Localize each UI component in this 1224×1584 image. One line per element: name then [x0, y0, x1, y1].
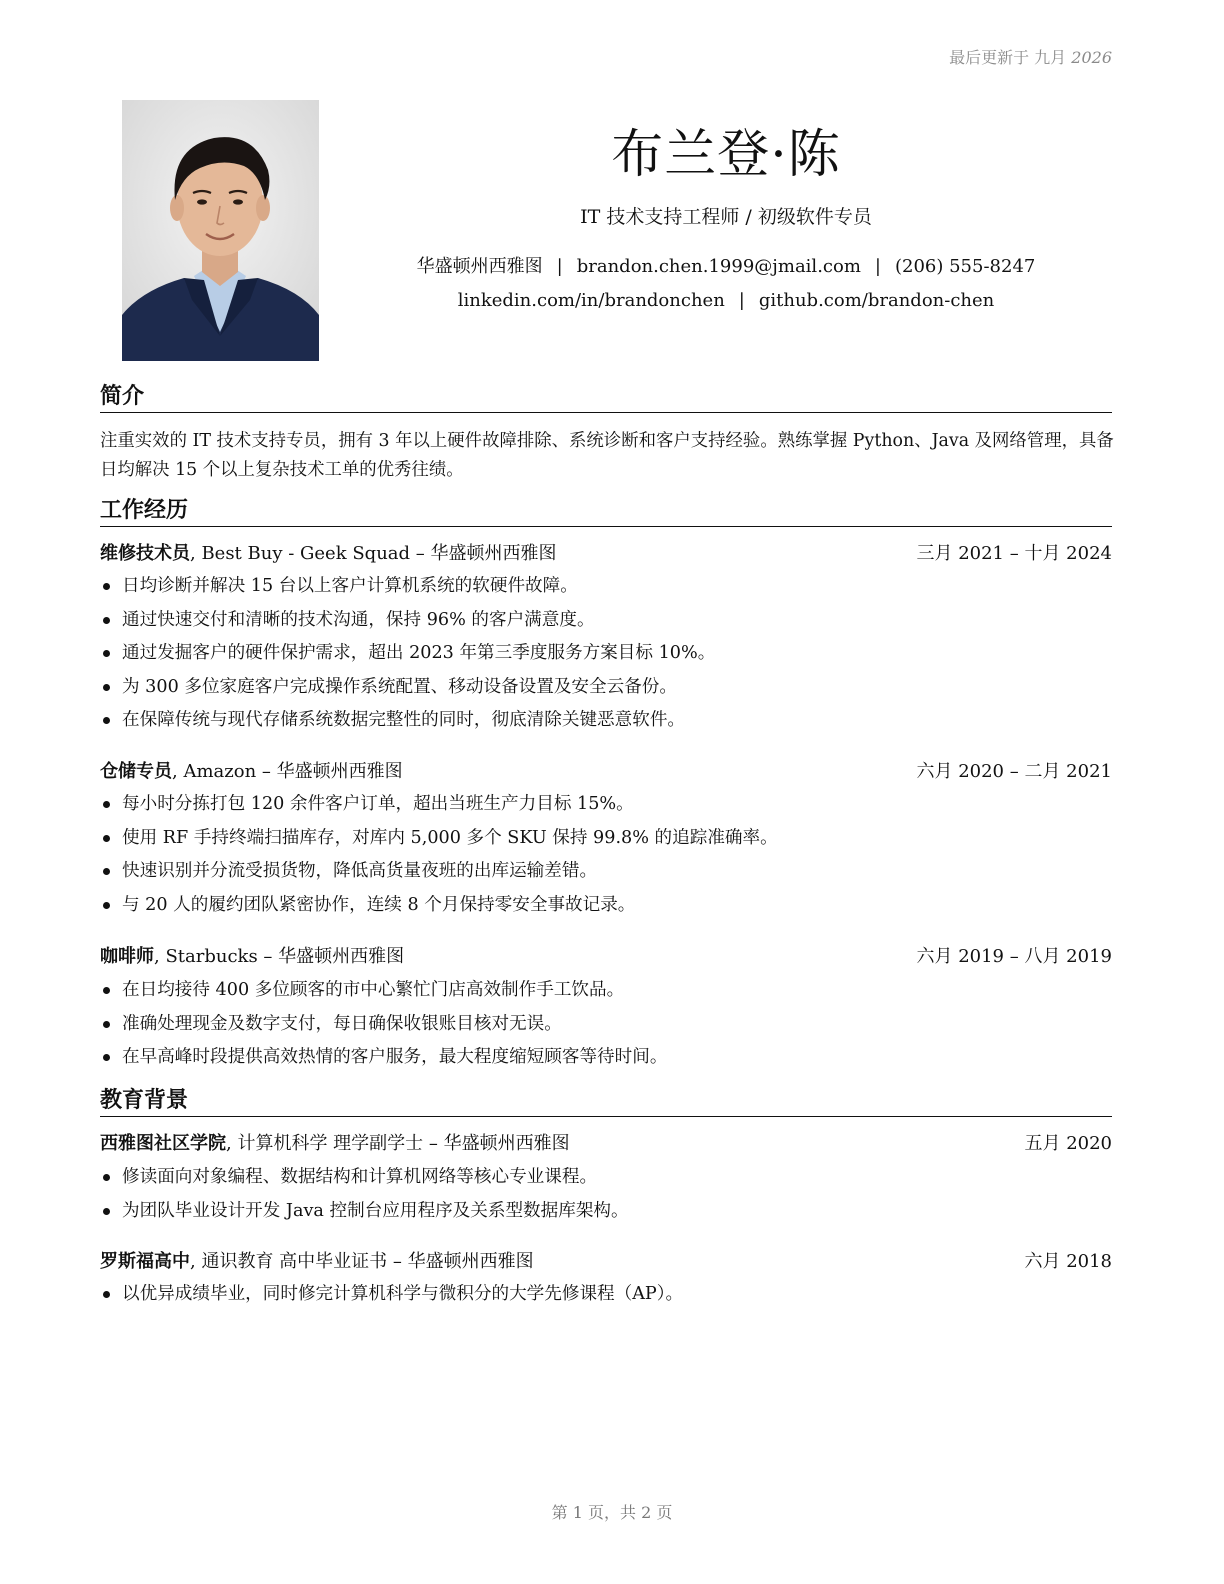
- job-employer: , Best Buy - Geek Squad – 华盛顿州西雅图: [190, 543, 557, 564]
- bullet-dot-icon: [103, 717, 110, 724]
- bullet-text: 每小时分拣打包 120 余件客户订单，超出当班生产力目标 15%。: [122, 794, 634, 814]
- location-text: 华盛顿州西雅图: [416, 256, 543, 277]
- bullet-item: [100, 788, 1112, 822]
- bullet-dot-icon: [103, 835, 110, 842]
- last-updated: [949, 45, 1112, 68]
- school-bullets: [100, 1161, 1112, 1228]
- bullet-text: 在早高峰时段提供高效热情的客户服务，最大程度缩短顾客等待时间。: [122, 1047, 668, 1068]
- bullet-item: [100, 855, 1112, 889]
- bullet-text: 与 20 人的履约团队紧密协作，连续 8 个月保持零安全事故记录。: [122, 894, 636, 915]
- bullet-text: 以优异成绩毕业，同时修完计算机科学与微积分的大学先修课程（AP）。: [122, 1284, 684, 1304]
- job-heading: [100, 539, 1112, 569]
- bullet-text: 通过发掘客户的硬件保护需求，超出 2023 年第三季度服务方案目标 10%。: [122, 643, 716, 664]
- summary-text: 注重实效的 IT 技术支持专员，拥有 3 年以上硬件故障排除、系统诊断和客户支持经验。熟练掌握 Python、Java 及网络管理，具备日均解决 15 个以上复杂技术工单的优秀往绩。: [100, 431, 1114, 480]
- bullet-item: [100, 704, 1112, 738]
- bullet-dot-icon: [103, 1174, 110, 1181]
- bullet-dot-icon: [103, 902, 110, 909]
- bullet-dot-icon: [103, 801, 110, 808]
- bullet-text: 通过快速交付和清晰的技术沟通，保持 96% 的客户满意度。: [122, 609, 595, 630]
- section-title-education: 教育背景: [100, 1088, 1112, 1117]
- contact-separator: |: [874, 256, 881, 277]
- bullet-dot-icon: [103, 987, 110, 994]
- bullet-text: 在日均接待 400 多位顾客的市中心繁忙门店高效制作手工饮品。: [122, 980, 625, 1000]
- header: [340, 120, 1112, 318]
- bullet-item: [100, 889, 1112, 923]
- phone-text: (206) 555-8247: [894, 256, 1036, 277]
- bullet-dot-icon: [103, 617, 110, 624]
- bullet-text: 快速识别并分流受损货物，降低高货量夜班的出库运输差错。: [122, 861, 598, 882]
- bullet-dot-icon: [103, 684, 110, 691]
- school-name: 西雅图社区学院: [100, 1133, 226, 1154]
- section-title-summary: 简介: [100, 384, 1112, 413]
- bullet-item: [100, 1161, 1112, 1195]
- bullet-dot-icon: [103, 1208, 110, 1215]
- bullet-item: [100, 671, 1112, 705]
- school-degree: , 计算机科学 理学副学士 – 华盛顿州西雅图: [226, 1133, 570, 1154]
- job-bullets: [100, 788, 1112, 922]
- job-dates: 六月 2020 – 二月 2021: [916, 761, 1112, 782]
- candidate-name: 布兰登·陈: [611, 125, 841, 185]
- bullet-item: [100, 822, 1112, 856]
- bullet-dot-icon: [103, 1054, 110, 1061]
- job-employer: , Amazon – 华盛顿州西雅图: [172, 761, 403, 782]
- bullet-dot-icon: [103, 1021, 110, 1028]
- contact-line-primary: [340, 250, 1112, 284]
- bullet-dot-icon: [103, 583, 110, 590]
- last-updated-year: 2026: [1071, 48, 1112, 67]
- job-employer: , Starbucks – 华盛顿州西雅图: [154, 946, 405, 967]
- job-title: 维修技术员: [100, 543, 190, 564]
- email-link[interactable]: brandon.chen.1999@jmail.com: [576, 256, 861, 277]
- bullet-text: 准确处理现金及数字支付，每日确保收银账目核对无误。: [122, 1013, 562, 1034]
- bullet-dot-icon: [103, 650, 110, 657]
- school-date: 六月 2018: [1024, 1251, 1112, 1272]
- bullet-item: [100, 604, 1112, 638]
- bullet-text: 使用 RF 手持终端扫描库存，对库内 5,000 多个 SKU 保持 99.8% 的追踪准确率。: [122, 827, 778, 848]
- bullet-item: [100, 637, 1112, 671]
- school-date: 五月 2020: [1024, 1133, 1112, 1154]
- school-name: 罗斯福高中: [100, 1251, 190, 1272]
- bullet-item: [100, 1195, 1112, 1229]
- job-dates: 六月 2019 – 八月 2019: [916, 946, 1112, 967]
- bullet-text: 修读面向对象编程、数据结构和计算机网络等核心专业课程。: [122, 1167, 598, 1187]
- school-heading: [100, 1247, 1112, 1277]
- job-title: 仓储专员: [100, 761, 172, 782]
- school-bullets: [100, 1278, 1112, 1312]
- bullet-dot-icon: [103, 868, 110, 875]
- contact-separator: |: [556, 256, 563, 277]
- job-bullets: [100, 570, 1112, 738]
- bullet-text: 日均诊断并解决 15 台以上客户计算机系统的软硬件故障。: [122, 576, 578, 596]
- bullet-text: 为团队毕业设计开发 Java 控制台应用程序及关系型数据库架构。: [122, 1200, 629, 1221]
- last-updated-month: 最后更新于 九月: [949, 48, 1067, 67]
- job-dates: 三月 2021 – 十月 2024: [916, 543, 1112, 564]
- job-title: 咖啡师: [100, 946, 154, 967]
- profile-photo: [122, 100, 319, 361]
- github-link[interactable]: github.com/brandon-chen: [758, 290, 995, 311]
- page-number: 第 1 页，共 2 页: [551, 1503, 673, 1522]
- bullet-item: [100, 1008, 1112, 1042]
- bullet-text: 为 300 多位家庭客户完成操作系统配置、移动设备设置及安全云备份。: [122, 676, 677, 697]
- contact-separator: |: [738, 290, 745, 311]
- bullet-item: [100, 1041, 1112, 1075]
- section-title-experience: 工作经历: [100, 498, 1112, 527]
- bullet-item: [100, 974, 1112, 1008]
- school-heading: [100, 1129, 1112, 1159]
- bullet-item: [100, 570, 1112, 604]
- job-heading: [100, 942, 1112, 972]
- job-bullets: [100, 974, 1112, 1075]
- contact-line-links: [340, 284, 1112, 318]
- linkedin-link[interactable]: linkedin.com/in/brandonchen: [457, 290, 725, 311]
- bullet-item: [100, 1278, 1112, 1312]
- job-heading: [100, 757, 1112, 787]
- bullet-text: 在保障传统与现代存储系统数据完整性的同时，彻底清除关键恶意软件。: [122, 710, 686, 731]
- bullet-dot-icon: [103, 1291, 110, 1298]
- school-degree: , 通识教育 高中毕业证书 – 华盛顿州西雅图: [190, 1251, 534, 1272]
- job-headline: IT 技术支持工程师 / 初级软件专员: [580, 206, 872, 228]
